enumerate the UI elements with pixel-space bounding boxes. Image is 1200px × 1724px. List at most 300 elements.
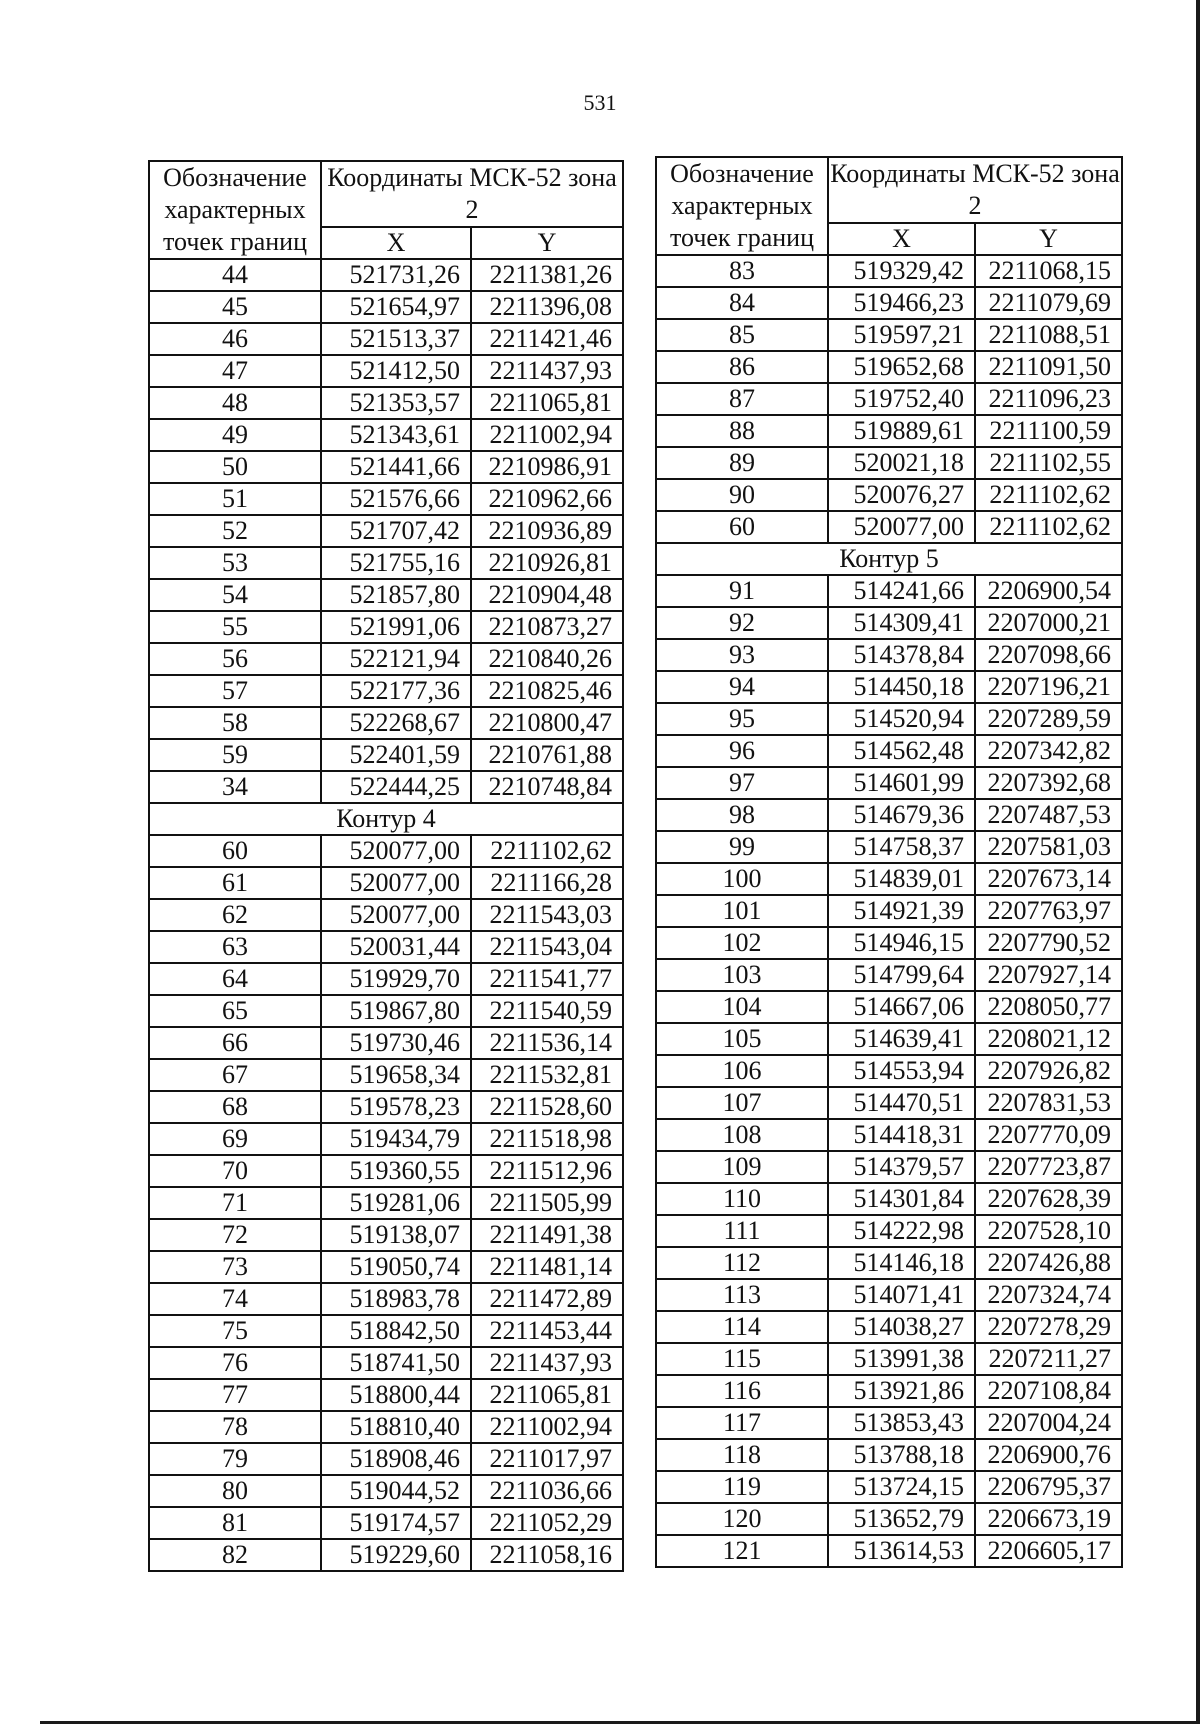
y-coordinate: 2210873,27 <box>471 611 623 643</box>
y-coordinate: 2208050,77 <box>975 991 1122 1023</box>
point-number: 47 <box>149 355 321 387</box>
table-row <box>656 703 1122 735</box>
table-row <box>656 1439 1122 1471</box>
point-number: 77 <box>149 1379 321 1411</box>
x-coordinate: 519578,23 <box>321 1091 471 1123</box>
y-coordinate: 2211528,60 <box>471 1091 623 1123</box>
contour-row <box>149 803 623 835</box>
x-coordinate: 519730,46 <box>321 1027 471 1059</box>
table-row <box>149 515 623 547</box>
point-number: 117 <box>656 1407 828 1439</box>
point-number: 84 <box>656 287 828 319</box>
x-coordinate: 514667,06 <box>828 991 975 1023</box>
point-number: 83 <box>656 255 828 287</box>
x-coordinate: 520021,18 <box>828 447 975 479</box>
contour-label: Контур 4 <box>149 803 623 835</box>
table-row <box>656 1535 1122 1567</box>
y-coordinate: 2207763,97 <box>975 895 1122 927</box>
x-coordinate: 514146,18 <box>828 1247 975 1279</box>
y-coordinate: 2211437,93 <box>471 355 623 387</box>
y-coordinate: 2207004,24 <box>975 1407 1122 1439</box>
point-number: 97 <box>656 767 828 799</box>
x-coordinate: 514758,37 <box>828 831 975 863</box>
point-number: 112 <box>656 1247 828 1279</box>
y-coordinate: 2207770,09 <box>975 1119 1122 1151</box>
y-coordinate: 2211068,15 <box>975 255 1122 287</box>
table-row <box>656 415 1122 447</box>
table-row <box>656 639 1122 671</box>
y-coordinate: 2211065,81 <box>471 387 623 419</box>
x-coordinate: 518983,78 <box>321 1283 471 1315</box>
table-row <box>149 355 623 387</box>
x-coordinate: 514839,01 <box>828 863 975 895</box>
x-coordinate: 521654,97 <box>321 291 471 323</box>
y-coordinate: 2211088,51 <box>975 319 1122 351</box>
table-row <box>149 1155 623 1187</box>
y-coordinate: 2211102,55 <box>975 447 1122 479</box>
x-coordinate: 519652,68 <box>828 351 975 383</box>
x-coordinate: 522444,25 <box>321 771 471 803</box>
y-coordinate: 2211017,97 <box>471 1443 623 1475</box>
y-coordinate: 2207342,82 <box>975 735 1122 767</box>
y-coordinate: 2210825,46 <box>471 675 623 707</box>
table-row <box>149 1411 623 1443</box>
point-number: 85 <box>656 319 828 351</box>
y-coordinate: 2211472,89 <box>471 1283 623 1315</box>
x-coordinate: 513614,53 <box>828 1535 975 1567</box>
point-number: 61 <box>149 867 321 899</box>
point-number: 72 <box>149 1219 321 1251</box>
y-coordinate: 2211518,98 <box>471 1123 623 1155</box>
table-row <box>149 1347 623 1379</box>
y-coordinate: 2211102,62 <box>471 835 623 867</box>
point-number: 49 <box>149 419 321 451</box>
header-coordinates-label: Координаты МСК-52 зона 2 <box>828 157 1122 223</box>
table-row <box>656 1087 1122 1119</box>
point-number: 100 <box>656 863 828 895</box>
x-coordinate: 519658,34 <box>321 1059 471 1091</box>
table-row <box>656 1151 1122 1183</box>
point-number: 79 <box>149 1443 321 1475</box>
point-number: 75 <box>149 1315 321 1347</box>
y-coordinate: 2207487,53 <box>975 799 1122 831</box>
point-number: 70 <box>149 1155 321 1187</box>
y-coordinate: 2211532,81 <box>471 1059 623 1091</box>
point-number: 93 <box>656 639 828 671</box>
point-number: 96 <box>656 735 828 767</box>
y-coordinate: 2210904,48 <box>471 579 623 611</box>
point-number: 60 <box>656 511 828 543</box>
x-coordinate: 521412,50 <box>321 355 471 387</box>
x-coordinate: 522121,94 <box>321 643 471 675</box>
header-point-label: Обозначение характерных точек границ <box>149 161 321 259</box>
point-number: 94 <box>656 671 828 703</box>
point-number: 60 <box>149 835 321 867</box>
y-coordinate: 2210800,47 <box>471 707 623 739</box>
x-coordinate: 520077,00 <box>321 835 471 867</box>
table-row <box>149 835 623 867</box>
point-number: 111 <box>656 1215 828 1247</box>
x-coordinate: 521513,37 <box>321 323 471 355</box>
point-number: 66 <box>149 1027 321 1059</box>
table-row <box>149 419 623 451</box>
point-number: 62 <box>149 899 321 931</box>
table-row <box>656 895 1122 927</box>
x-coordinate: 514921,39 <box>828 895 975 927</box>
y-coordinate: 2206605,17 <box>975 1535 1122 1567</box>
table-row <box>149 1315 623 1347</box>
x-coordinate: 514553,94 <box>828 1055 975 1087</box>
table-row <box>656 1055 1122 1087</box>
y-coordinate: 2211481,14 <box>471 1251 623 1283</box>
x-coordinate: 514799,64 <box>828 959 975 991</box>
point-number: 121 <box>656 1535 828 1567</box>
header-point-label: Обозначение характерных точек границ <box>656 157 828 255</box>
table-row <box>656 383 1122 415</box>
y-coordinate: 2207426,88 <box>975 1247 1122 1279</box>
y-coordinate: 2211058,16 <box>471 1539 623 1571</box>
table-row <box>149 1059 623 1091</box>
x-coordinate: 513724,15 <box>828 1471 975 1503</box>
table-row <box>149 899 623 931</box>
y-coordinate: 2211491,38 <box>471 1219 623 1251</box>
y-coordinate: 2211102,62 <box>975 479 1122 511</box>
header-y-label: Y <box>471 227 623 259</box>
point-number: 51 <box>149 483 321 515</box>
y-coordinate: 2211052,29 <box>471 1507 623 1539</box>
point-number: 109 <box>656 1151 828 1183</box>
point-number: 115 <box>656 1343 828 1375</box>
header-x-label: X <box>321 227 471 259</box>
y-coordinate: 2207723,87 <box>975 1151 1122 1183</box>
table-row <box>656 799 1122 831</box>
x-coordinate: 518908,46 <box>321 1443 471 1475</box>
x-coordinate: 522268,67 <box>321 707 471 739</box>
table-row <box>656 479 1122 511</box>
point-number: 104 <box>656 991 828 1023</box>
x-coordinate: 519867,80 <box>321 995 471 1027</box>
y-coordinate: 2211381,26 <box>471 259 623 291</box>
table-row <box>656 351 1122 383</box>
table-row <box>656 1407 1122 1439</box>
table-row <box>656 575 1122 607</box>
y-coordinate: 2211505,99 <box>471 1187 623 1219</box>
point-number: 90 <box>656 479 828 511</box>
x-coordinate: 519466,23 <box>828 287 975 319</box>
x-coordinate: 519360,55 <box>321 1155 471 1187</box>
x-coordinate: 519329,42 <box>828 255 975 287</box>
point-number: 119 <box>656 1471 828 1503</box>
table-row <box>656 1023 1122 1055</box>
table-row <box>656 767 1122 799</box>
table-row <box>149 931 623 963</box>
coordinates-table-right <box>655 156 1123 1568</box>
table-row <box>149 739 623 771</box>
x-coordinate: 514241,66 <box>828 575 975 607</box>
table-row <box>149 483 623 515</box>
x-coordinate: 521343,61 <box>321 419 471 451</box>
table-row <box>149 1539 623 1571</box>
point-number: 63 <box>149 931 321 963</box>
table-row <box>656 671 1122 703</box>
point-number: 99 <box>656 831 828 863</box>
point-number: 114 <box>656 1311 828 1343</box>
table-row <box>149 451 623 483</box>
point-number: 58 <box>149 707 321 739</box>
table-row <box>149 1379 623 1411</box>
table-row <box>149 995 623 1027</box>
y-coordinate: 2207790,52 <box>975 927 1122 959</box>
x-coordinate: 514520,94 <box>828 703 975 735</box>
table-row <box>149 1251 623 1283</box>
y-coordinate: 2211396,08 <box>471 291 623 323</box>
x-coordinate: 519889,61 <box>828 415 975 447</box>
point-number: 46 <box>149 323 321 355</box>
table-row <box>149 1283 623 1315</box>
y-coordinate: 2211453,44 <box>471 1315 623 1347</box>
table-row <box>149 771 623 803</box>
x-coordinate: 519929,70 <box>321 963 471 995</box>
y-coordinate: 2207831,53 <box>975 1087 1122 1119</box>
point-number: 89 <box>656 447 828 479</box>
y-coordinate: 2211065,81 <box>471 1379 623 1411</box>
table-row <box>149 1443 623 1475</box>
x-coordinate: 518800,44 <box>321 1379 471 1411</box>
table-row <box>149 963 623 995</box>
point-number: 57 <box>149 675 321 707</box>
y-coordinate: 2207108,84 <box>975 1375 1122 1407</box>
table-row <box>656 607 1122 639</box>
point-number: 82 <box>149 1539 321 1571</box>
table-row <box>149 547 623 579</box>
x-coordinate: 519434,79 <box>321 1123 471 1155</box>
x-coordinate: 521441,66 <box>321 451 471 483</box>
y-coordinate: 2211543,04 <box>471 931 623 963</box>
y-coordinate: 2208021,12 <box>975 1023 1122 1055</box>
point-number: 120 <box>656 1503 828 1535</box>
table-row <box>149 579 623 611</box>
x-coordinate: 514946,15 <box>828 927 975 959</box>
point-number: 95 <box>656 703 828 735</box>
table-row <box>656 959 1122 991</box>
x-coordinate: 518810,40 <box>321 1411 471 1443</box>
point-number: 44 <box>149 259 321 291</box>
table-row <box>149 611 623 643</box>
y-coordinate: 2210936,89 <box>471 515 623 547</box>
x-coordinate: 513921,86 <box>828 1375 975 1407</box>
x-coordinate: 513991,38 <box>828 1343 975 1375</box>
point-number: 118 <box>656 1439 828 1471</box>
table-row <box>656 991 1122 1023</box>
x-coordinate: 514418,31 <box>828 1119 975 1151</box>
y-coordinate: 2206900,54 <box>975 575 1122 607</box>
y-coordinate: 2210986,91 <box>471 451 623 483</box>
x-coordinate: 513788,18 <box>828 1439 975 1471</box>
table-row <box>656 927 1122 959</box>
table-row <box>149 259 623 291</box>
x-coordinate: 520077,00 <box>321 867 471 899</box>
x-coordinate: 521755,16 <box>321 547 471 579</box>
table-row <box>149 1475 623 1507</box>
point-number: 108 <box>656 1119 828 1151</box>
y-coordinate: 2207211,27 <box>975 1343 1122 1375</box>
table-row <box>656 863 1122 895</box>
x-coordinate: 520031,44 <box>321 931 471 963</box>
y-coordinate: 2206795,37 <box>975 1471 1122 1503</box>
point-number: 34 <box>149 771 321 803</box>
table-row <box>656 1279 1122 1311</box>
contour-label: Контур 5 <box>656 543 1122 575</box>
y-coordinate: 2210926,81 <box>471 547 623 579</box>
table-row <box>149 1187 623 1219</box>
y-coordinate: 2210840,26 <box>471 643 623 675</box>
table-row <box>656 1215 1122 1247</box>
table-row <box>149 387 623 419</box>
y-coordinate: 2211036,66 <box>471 1475 623 1507</box>
x-coordinate: 514379,57 <box>828 1151 975 1183</box>
x-coordinate: 514679,36 <box>828 799 975 831</box>
point-number: 55 <box>149 611 321 643</box>
y-coordinate: 2207000,21 <box>975 607 1122 639</box>
point-number: 76 <box>149 1347 321 1379</box>
header-coordinates-label: Координаты МСК-52 зона 2 <box>321 161 623 227</box>
point-number: 80 <box>149 1475 321 1507</box>
point-number: 48 <box>149 387 321 419</box>
y-coordinate: 2207278,29 <box>975 1311 1122 1343</box>
point-number: 50 <box>149 451 321 483</box>
table-row <box>656 1503 1122 1535</box>
table-row <box>656 1343 1122 1375</box>
point-number: 68 <box>149 1091 321 1123</box>
point-number: 110 <box>656 1183 828 1215</box>
point-number: 91 <box>656 575 828 607</box>
table-row <box>656 319 1122 351</box>
x-coordinate: 514450,18 <box>828 671 975 703</box>
contour-row <box>656 543 1122 575</box>
x-coordinate: 513853,43 <box>828 1407 975 1439</box>
point-number: 113 <box>656 1279 828 1311</box>
x-coordinate: 521576,66 <box>321 483 471 515</box>
y-coordinate: 2211102,62 <box>975 511 1122 543</box>
y-coordinate: 2207581,03 <box>975 831 1122 863</box>
x-coordinate: 521991,06 <box>321 611 471 643</box>
y-coordinate: 2210962,66 <box>471 483 623 515</box>
point-number: 81 <box>149 1507 321 1539</box>
x-coordinate: 514470,51 <box>828 1087 975 1119</box>
x-coordinate: 520077,00 <box>828 511 975 543</box>
point-number: 106 <box>656 1055 828 1087</box>
point-number: 73 <box>149 1251 321 1283</box>
y-coordinate: 2210761,88 <box>471 739 623 771</box>
table-row <box>656 1375 1122 1407</box>
table-row <box>656 1471 1122 1503</box>
x-coordinate: 518842,50 <box>321 1315 471 1347</box>
point-number: 56 <box>149 643 321 675</box>
y-coordinate: 2207926,82 <box>975 1055 1122 1087</box>
page-number: 531 <box>583 90 617 115</box>
coordinates-table-left <box>148 160 624 1572</box>
x-coordinate: 519050,74 <box>321 1251 471 1283</box>
x-coordinate: 522177,36 <box>321 675 471 707</box>
table-row <box>149 323 623 355</box>
table-row <box>149 291 623 323</box>
y-coordinate: 2207927,14 <box>975 959 1122 991</box>
y-coordinate: 2211100,59 <box>975 415 1122 447</box>
point-number: 102 <box>656 927 828 959</box>
point-number: 71 <box>149 1187 321 1219</box>
table-row <box>149 867 623 899</box>
point-number: 88 <box>656 415 828 447</box>
y-coordinate: 2207196,21 <box>975 671 1122 703</box>
x-coordinate: 518741,50 <box>321 1347 471 1379</box>
point-number: 101 <box>656 895 828 927</box>
y-coordinate: 2211002,94 <box>471 419 623 451</box>
point-number: 86 <box>656 351 828 383</box>
table-row <box>656 447 1122 479</box>
y-coordinate: 2211079,69 <box>975 287 1122 319</box>
y-coordinate: 2207324,74 <box>975 1279 1122 1311</box>
x-coordinate: 514301,84 <box>828 1183 975 1215</box>
table-row <box>149 675 623 707</box>
x-coordinate: 514639,41 <box>828 1023 975 1055</box>
point-number: 59 <box>149 739 321 771</box>
y-coordinate: 2207528,10 <box>975 1215 1122 1247</box>
x-coordinate: 521707,42 <box>321 515 471 547</box>
y-coordinate: 2211166,28 <box>471 867 623 899</box>
point-number: 78 <box>149 1411 321 1443</box>
y-coordinate: 2211536,14 <box>471 1027 623 1059</box>
point-number: 54 <box>149 579 321 611</box>
y-coordinate: 2207628,39 <box>975 1183 1122 1215</box>
x-coordinate: 519597,21 <box>828 319 975 351</box>
x-coordinate: 519281,06 <box>321 1187 471 1219</box>
y-coordinate: 2207673,14 <box>975 863 1122 895</box>
y-coordinate: 2211541,77 <box>471 963 623 995</box>
x-coordinate: 522401,59 <box>321 739 471 771</box>
table-row <box>149 707 623 739</box>
table-row <box>149 1123 623 1155</box>
point-number: 45 <box>149 291 321 323</box>
point-number: 65 <box>149 995 321 1027</box>
y-coordinate: 2206673,19 <box>975 1503 1122 1535</box>
y-coordinate: 2211543,03 <box>471 899 623 931</box>
table-row <box>656 1119 1122 1151</box>
table-row <box>149 643 623 675</box>
x-coordinate: 514378,84 <box>828 639 975 671</box>
table-row <box>656 287 1122 319</box>
y-coordinate: 2211512,96 <box>471 1155 623 1187</box>
point-number: 107 <box>656 1087 828 1119</box>
y-coordinate: 2207392,68 <box>975 767 1122 799</box>
y-coordinate: 2210748,84 <box>471 771 623 803</box>
x-coordinate: 519044,52 <box>321 1475 471 1507</box>
header-x-label: X <box>828 223 975 255</box>
scan-edge-right <box>1196 0 1200 1724</box>
x-coordinate: 513652,79 <box>828 1503 975 1535</box>
table-row <box>149 1091 623 1123</box>
point-number: 67 <box>149 1059 321 1091</box>
point-number: 52 <box>149 515 321 547</box>
table-row <box>656 1183 1122 1215</box>
point-number: 105 <box>656 1023 828 1055</box>
x-coordinate: 519752,40 <box>828 383 975 415</box>
table-row <box>656 735 1122 767</box>
x-coordinate: 521857,80 <box>321 579 471 611</box>
table-row <box>149 1027 623 1059</box>
table-row <box>149 1507 623 1539</box>
point-number: 98 <box>656 799 828 831</box>
x-coordinate: 514071,41 <box>828 1279 975 1311</box>
